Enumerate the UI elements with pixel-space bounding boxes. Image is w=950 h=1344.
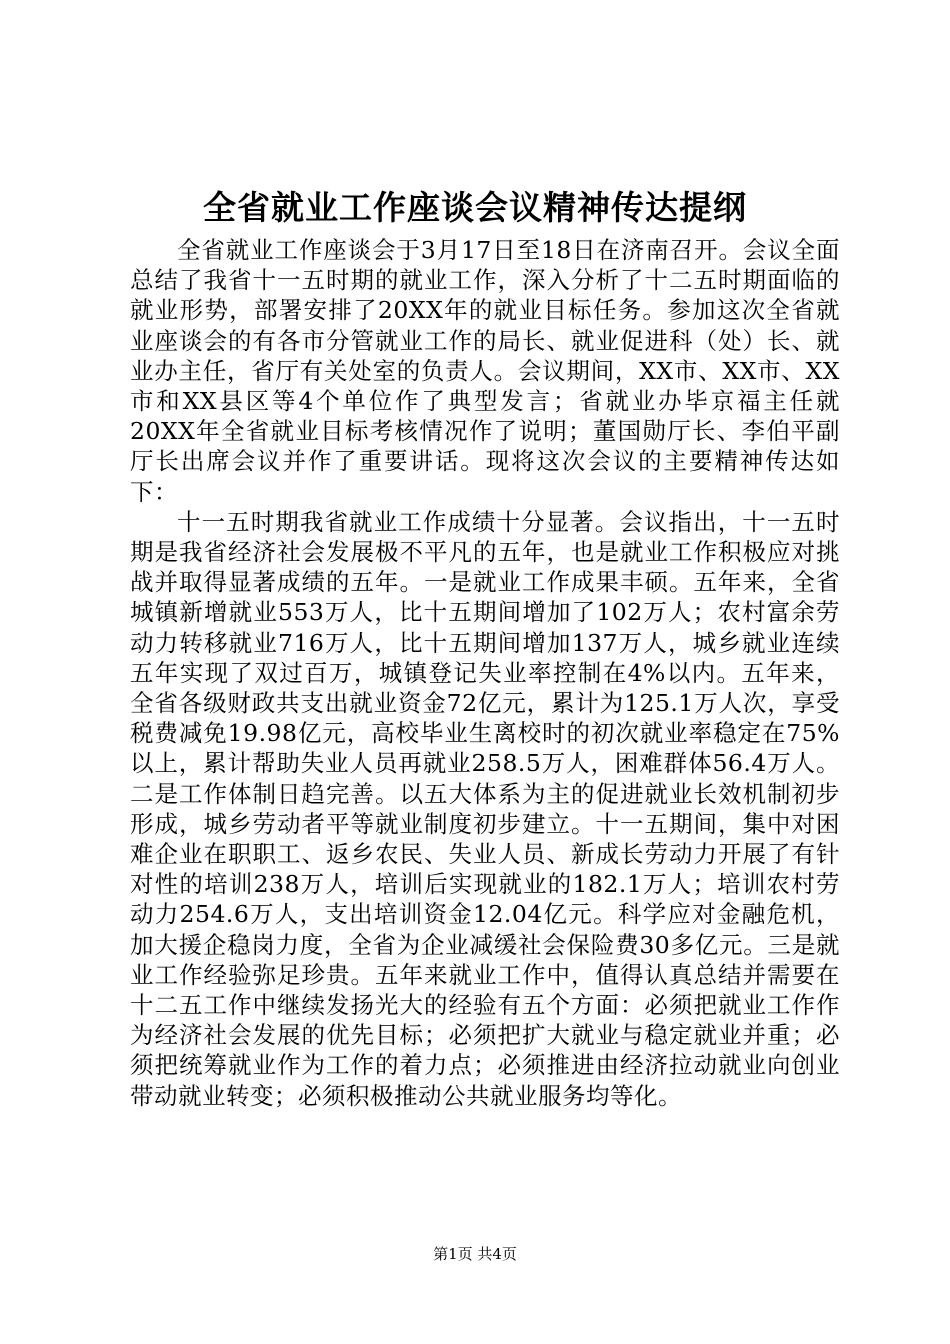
document-body	[130, 235, 840, 1111]
document-title: 全省就业工作座谈会议精神传达提纲	[203, 188, 747, 227]
paragraph-intro: 全省就业工作座谈会于3月17日至18日在济南召开。会议全面总结了我省十一五时期的就业工作，深入分析了十二五时期面临的就业形势，部署安排了20XX年的就业目标任务。参加这次全省就业座谈会的有各市分管就业工作的局长、就业促进科（处）长、就业办主任，省厅有关处室的负责人。会议期间，XX市、XX市、XX市和XX县区等4个单位作了典型发言；省就业办毕京福主任就20XX年全省就业目标考核情况作了说明；董国勋厅长、李伯平副厅长出席会议并作了重要讲话。现将这次会议的主要精神传达如下：	[130, 236, 840, 506]
paragraph-achievements: 十一五时期我省就业工作成绩十分显著。会议指出，十一五时期是我省经济社会发展极不平凡的五年，也是就业工作积极应对挑战并取得显著成绩的五年。一是就业工作成果丰硕。五年来，全省城镇新增就业553万人，比十五期间增加了102万人；农村富余劳动力转移就业716万人，比十五期间增加137万人，城乡就业连续五年实现了双过百万，城镇登记失业率控制在4%以内。五年来，全省各级财政共支出就业资金72亿元，累计为125.1万人次，享受税费减免19.98亿元，高校毕业生离校时的初次就业率稳定在75%以上，累计帮助失业人员再就业258.5万人，困难群体56.4万人。二是工作体制日趋完善。以五大体系为主的促进就业长效机制初步形成，城乡劳动者平等就业制度初步建立。十一五期间，集中对困难企业在职职工、返乡农民、失业人员、新成长劳动力开展了有针对性的培训238万人，培训后实现就业的182.1万人；培训农村劳动力254.6万人，支出培训资金12.04亿元。科学应对金融危机，加大援企稳岗力度，全省为企业减缓社会保险费30多亿元。三是就业工作经验弥足珍贵。五年来就业工作中，值得认真总结并需要在十二五工作中继续发扬光大的经验有五个方面：必须把就业工作作为经济社会发展的优先目标；必须把扩大就业与稳定就业并重；必须把统筹就业作为工作的着力点；必须推进由经济拉动就业向创业带动就业转变；必须积极推动公共就业服务均等化。	[130, 507, 840, 1110]
page-number-footer: 第1页 共4页	[433, 1245, 517, 1263]
